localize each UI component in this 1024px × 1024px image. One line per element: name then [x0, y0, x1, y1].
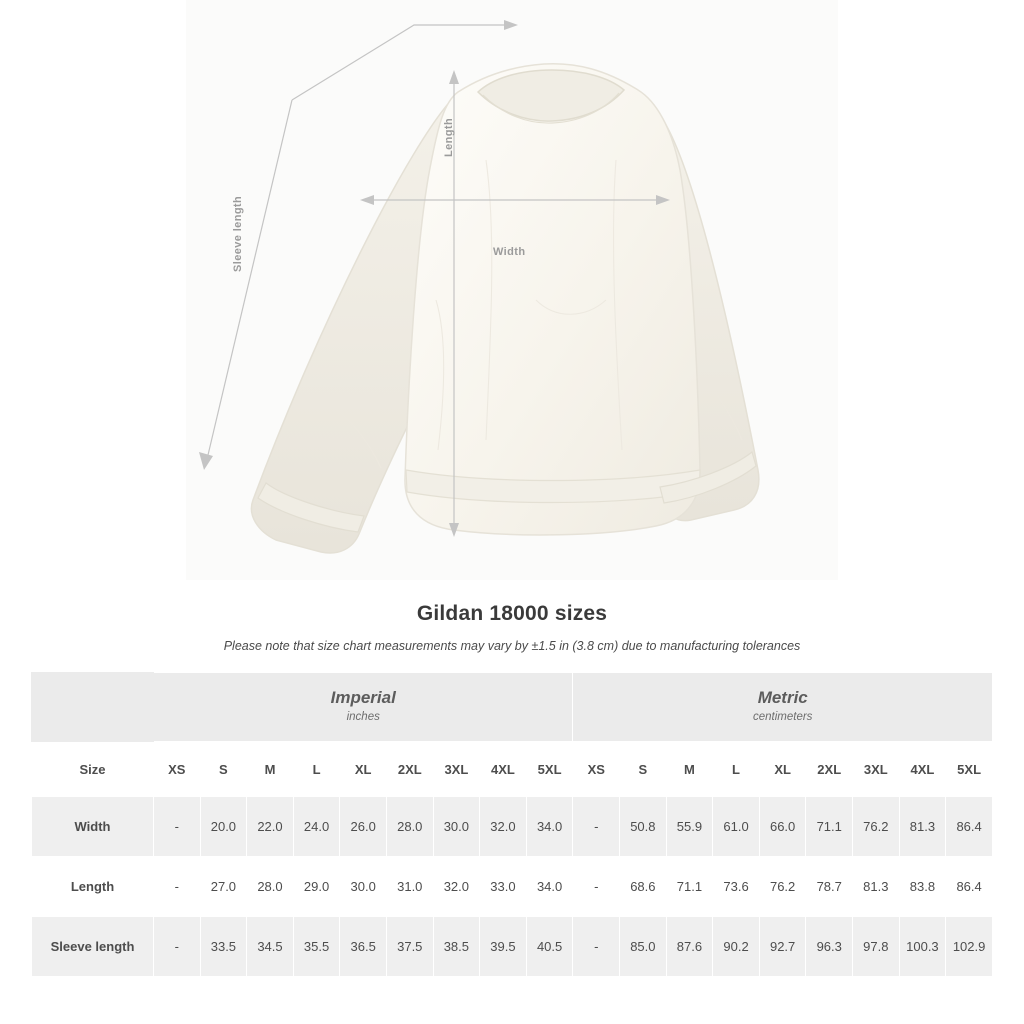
cell-length-metric-m: 71.1 — [666, 857, 713, 917]
table-unit-row — [32, 673, 993, 742]
cell-length-imperial-2xl: 31.0 — [386, 857, 433, 917]
column-header-imperial-3xl: 3XL — [433, 742, 480, 797]
unit-header-metric — [573, 673, 993, 742]
cell-width-metric-l: 61.0 — [713, 797, 760, 857]
cell-length-metric-3xl: 81.3 — [853, 857, 900, 917]
unit-header-imperial — [154, 673, 573, 742]
cell-sleeve-length-metric-l: 90.2 — [713, 917, 760, 977]
table-header-row — [32, 742, 993, 797]
table-row — [32, 797, 993, 857]
column-header-imperial-xl: XL — [340, 742, 387, 797]
column-header-imperial-m: M — [247, 742, 294, 797]
cell-sleeve-length-imperial-xs: - — [154, 917, 201, 977]
cell-width-imperial-5xl: 34.0 — [526, 797, 573, 857]
cell-sleeve-length-metric-3xl: 97.8 — [853, 917, 900, 977]
column-header-imperial-xs: XS — [154, 742, 201, 797]
column-header-metric-3xl: 3XL — [853, 742, 900, 797]
table-row — [32, 917, 993, 977]
cell-width-imperial-xl: 26.0 — [340, 797, 387, 857]
unit-subtitle: centimeters — [753, 711, 813, 724]
annotation-length: Length — [443, 117, 455, 157]
unit-subtitle: inches — [346, 711, 380, 724]
cell-width-imperial-xs: - — [154, 797, 201, 857]
table-corner — [32, 673, 154, 742]
cell-length-metric-l: 73.6 — [713, 857, 760, 917]
row-label-length: Length — [32, 857, 154, 917]
table-row — [32, 857, 993, 917]
cell-sleeve-length-imperial-4xl: 39.5 — [480, 917, 527, 977]
cell-sleeve-length-metric-xl: 92.7 — [759, 917, 806, 977]
cell-sleeve-length-metric-4xl: 100.3 — [899, 917, 946, 977]
annotation-sleeve-length: Sleeve length — [232, 195, 244, 272]
column-header-metric-xl: XL — [759, 742, 806, 797]
column-header-metric-m: M — [666, 742, 713, 797]
cell-width-imperial-l: 24.0 — [293, 797, 340, 857]
cell-length-imperial-3xl: 32.0 — [433, 857, 480, 917]
annotation-width: Width — [493, 246, 526, 258]
cell-length-imperial-m: 28.0 — [247, 857, 294, 917]
cell-length-imperial-xs: - — [154, 857, 201, 917]
column-header-metric-5xl: 5XL — [946, 742, 993, 797]
cell-sleeve-length-metric-m: 87.6 — [666, 917, 713, 977]
cell-sleeve-length-metric-s: 85.0 — [620, 917, 667, 977]
cell-length-imperial-l: 29.0 — [293, 857, 340, 917]
cell-width-metric-5xl: 86.4 — [946, 797, 993, 857]
cell-length-imperial-5xl: 34.0 — [526, 857, 573, 917]
column-header-imperial-4xl: 4XL — [480, 742, 527, 797]
size-table-wrapper — [31, 672, 993, 977]
cell-sleeve-length-imperial-3xl: 38.5 — [433, 917, 480, 977]
cell-sleeve-length-imperial-l: 35.5 — [293, 917, 340, 977]
cell-length-metric-s: 68.6 — [620, 857, 667, 917]
column-header-metric-s: S — [620, 742, 667, 797]
column-header-imperial-s: S — [200, 742, 247, 797]
cell-width-imperial-4xl: 32.0 — [480, 797, 527, 857]
column-header-imperial-5xl: 5XL — [526, 742, 573, 797]
cell-width-imperial-m: 22.0 — [247, 797, 294, 857]
page-title: Gildan 18000 sizes — [416, 602, 608, 625]
cell-width-imperial-s: 20.0 — [200, 797, 247, 857]
cell-length-imperial-xl: 30.0 — [340, 857, 387, 917]
column-header-imperial-2xl: 2XL — [386, 742, 433, 797]
cell-width-metric-xl: 66.0 — [759, 797, 806, 857]
cell-width-metric-m: 55.9 — [666, 797, 713, 857]
cell-sleeve-length-imperial-m: 34.5 — [247, 917, 294, 977]
cell-sleeve-length-imperial-s: 33.5 — [200, 917, 247, 977]
cell-sleeve-length-metric-2xl: 96.3 — [806, 917, 853, 977]
cell-length-metric-5xl: 86.4 — [946, 857, 993, 917]
cell-length-metric-xs: - — [573, 857, 620, 917]
cell-width-imperial-3xl: 30.0 — [433, 797, 480, 857]
column-header-metric-2xl: 2XL — [806, 742, 853, 797]
unit-name: Imperial — [330, 688, 396, 708]
cell-sleeve-length-imperial-xl: 36.5 — [340, 917, 387, 977]
cell-width-metric-s: 50.8 — [620, 797, 667, 857]
cell-length-imperial-s: 27.0 — [200, 857, 247, 917]
unit-name: Metric — [757, 688, 808, 708]
cell-width-metric-xs: - — [573, 797, 620, 857]
sweatshirt-image — [186, 0, 838, 580]
cell-sleeve-length-metric-5xl: 102.9 — [946, 917, 993, 977]
cell-width-metric-3xl: 76.2 — [853, 797, 900, 857]
cell-sleeve-length-imperial-5xl: 40.5 — [526, 917, 573, 977]
cell-length-metric-2xl: 78.7 — [806, 857, 853, 917]
column-header-metric-xs: XS — [573, 742, 620, 797]
tolerance-note: Please note that size chart measurements may vary by ±1.5 in (3.8 cm) due to manufacturing tolerances — [223, 639, 801, 653]
column-header-metric-l: L — [713, 742, 760, 797]
cell-sleeve-length-imperial-2xl: 37.5 — [386, 917, 433, 977]
cell-sleeve-length-metric-xs: - — [573, 917, 620, 977]
cell-width-metric-4xl: 81.3 — [899, 797, 946, 857]
row-label-sleeve-length: Sleeve length — [32, 917, 154, 977]
cell-length-metric-4xl: 83.8 — [899, 857, 946, 917]
cell-width-imperial-2xl: 28.0 — [386, 797, 433, 857]
size-table — [31, 672, 993, 977]
title-block — [0, 602, 1024, 653]
cell-width-metric-2xl: 71.1 — [806, 797, 853, 857]
column-header-metric-4xl: 4XL — [899, 742, 946, 797]
column-header-imperial-l: L — [293, 742, 340, 797]
column-header-size: Size — [32, 742, 154, 797]
row-label-width: Width — [32, 797, 154, 857]
cell-length-imperial-4xl: 33.0 — [480, 857, 527, 917]
cell-length-metric-xl: 76.2 — [759, 857, 806, 917]
